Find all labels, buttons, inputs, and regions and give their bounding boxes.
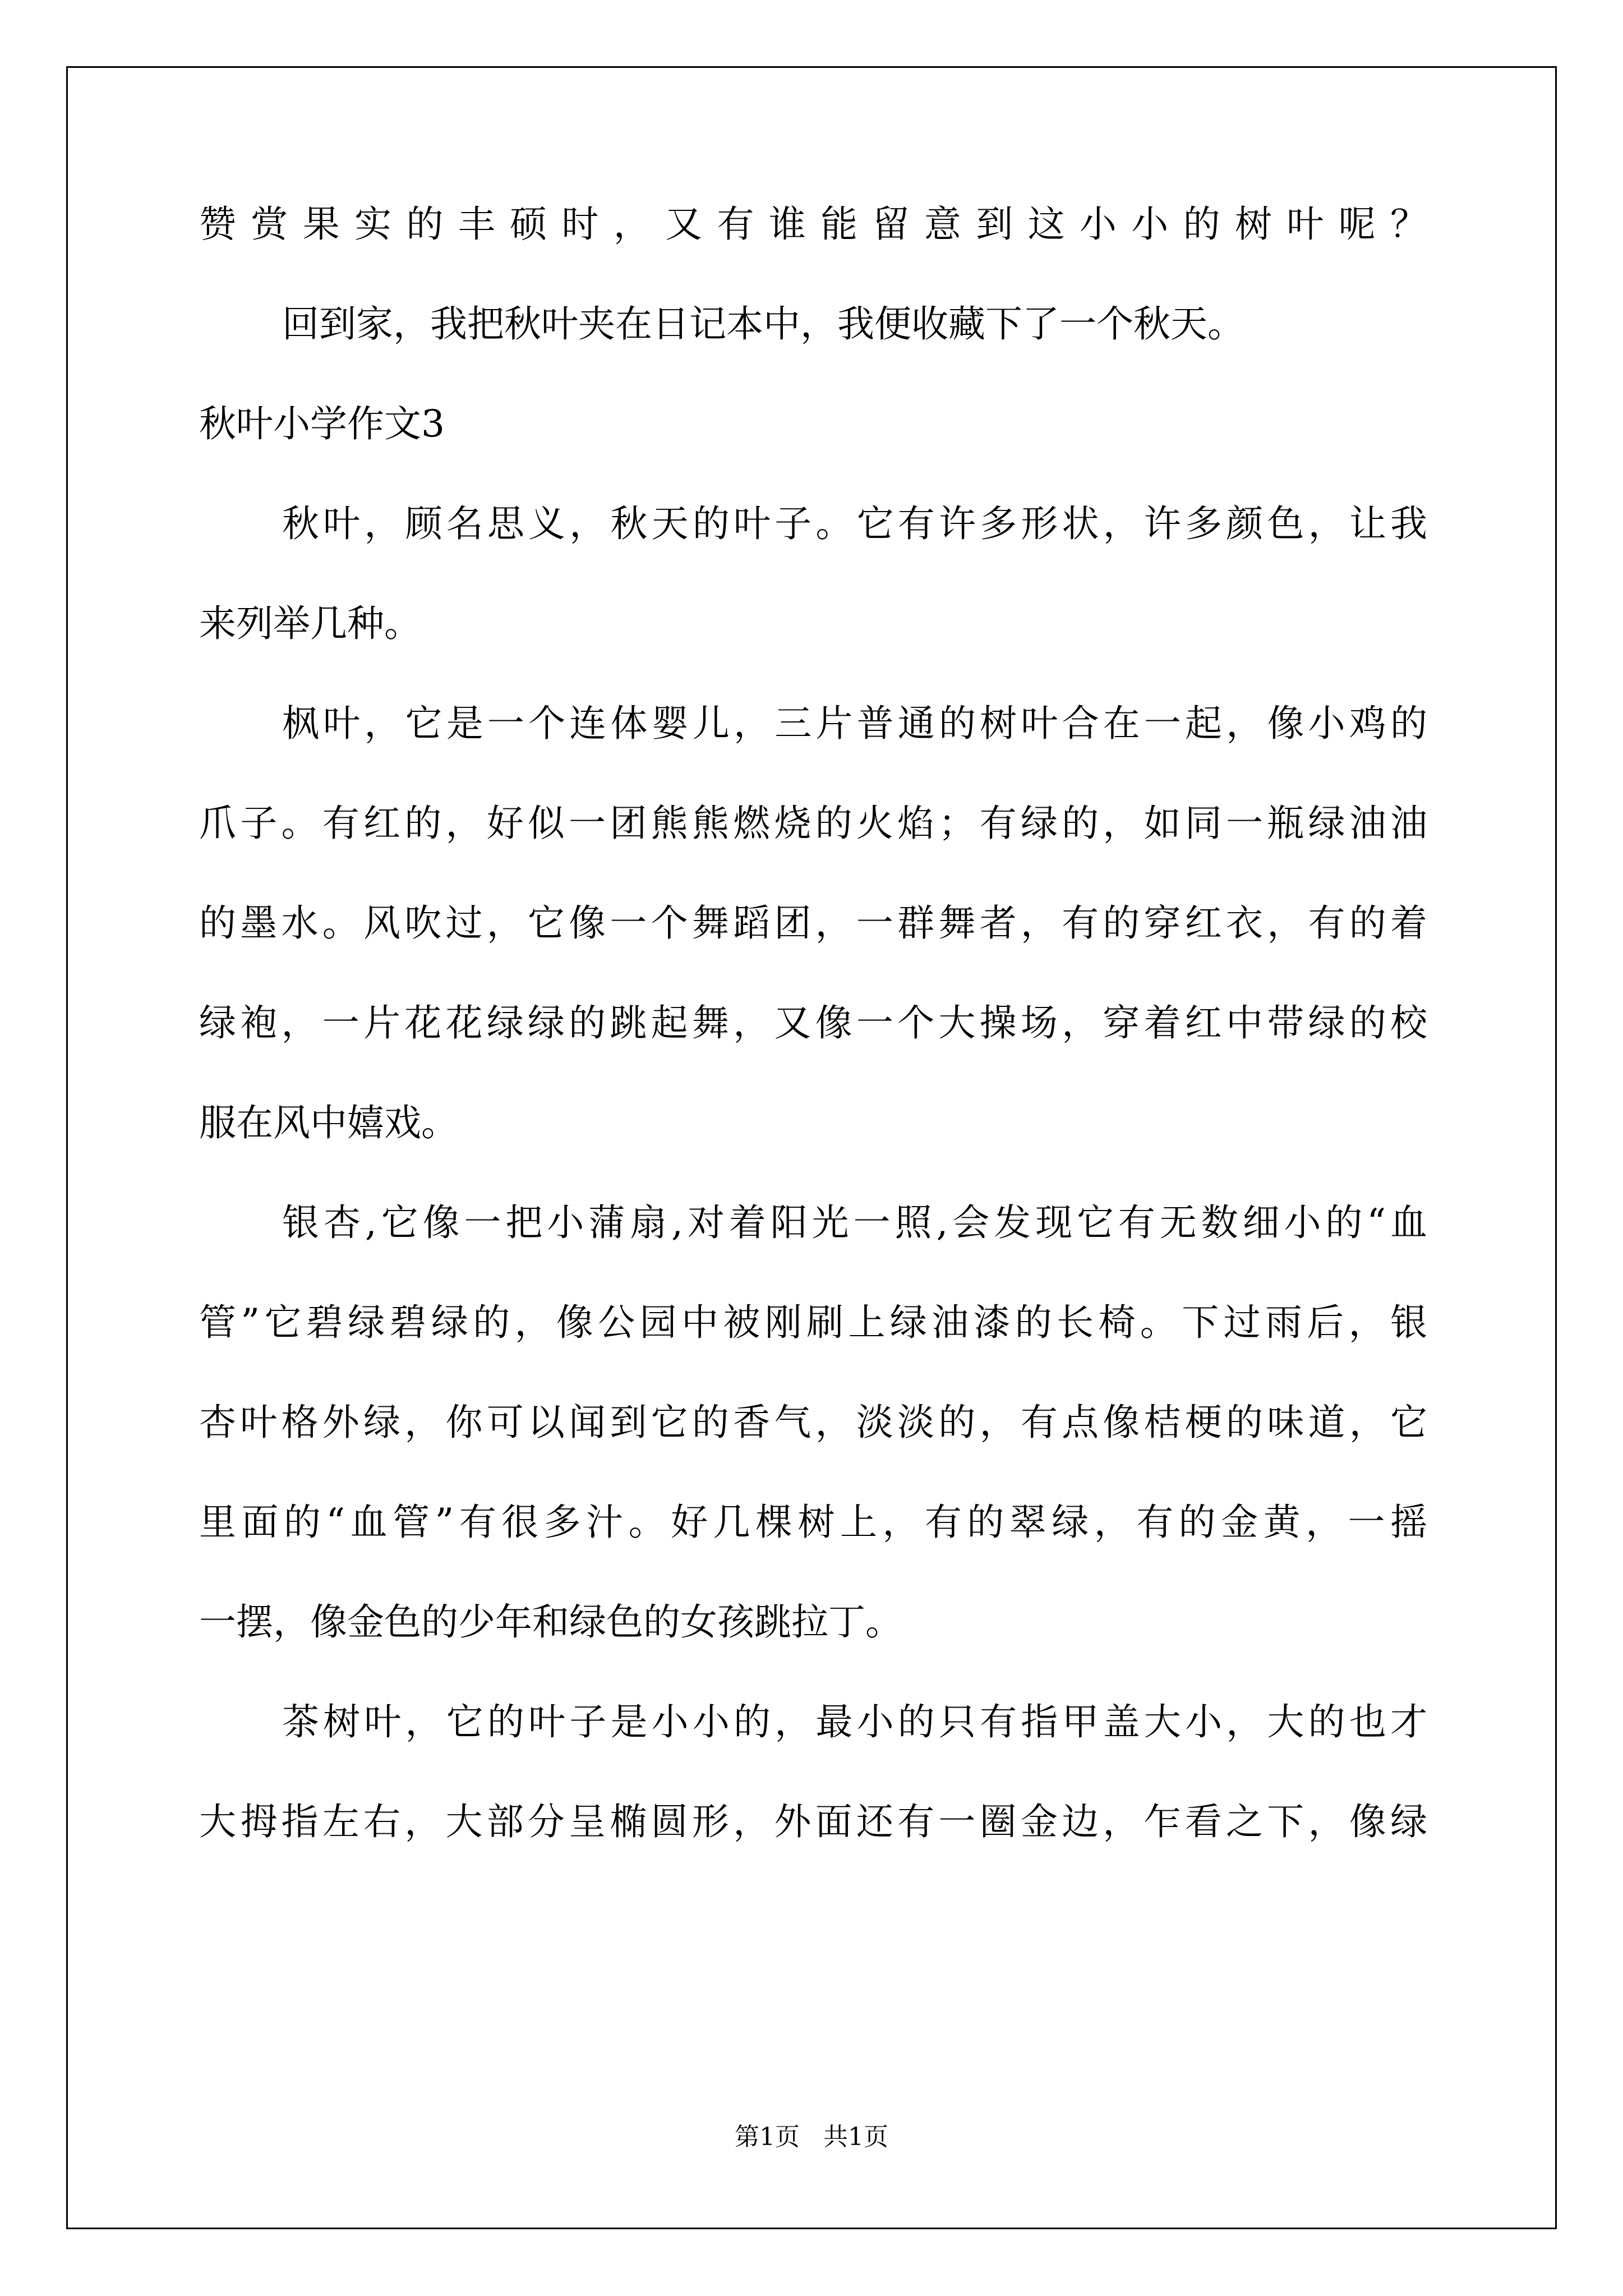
text-line: 的墨水。风吹过，它像一个舞蹈团，一群舞者，有的穿红衣，有的着 bbox=[199, 901, 1427, 945]
text-line: 绿袍，一片花花绿绿的跳起舞，又像一个大操场，穿着红中带绿的校 bbox=[199, 1001, 1427, 1045]
text-line: 枫叶，它是一个连体婴儿，三片普通的树叶合在一起，像小鸡的 bbox=[282, 702, 1427, 745]
section-heading: 秋叶小学作文3 bbox=[199, 402, 445, 445]
text-line: 秋叶，顾名思义，秋天的叶子。它有许多形状，许多颜色，让我 bbox=[282, 502, 1427, 545]
text-line: 来列举几种。 bbox=[199, 602, 421, 645]
page-frame bbox=[66, 66, 1557, 2229]
text-line: 里面的“血管”有很多汁。好几棵树上，有的翠绿，有的金黄，一摇 bbox=[199, 1501, 1427, 1544]
text-line: 大拇指左右，大部分呈椭圆形，外面还有一圈金边，乍看之下，像绿 bbox=[199, 1800, 1427, 1843]
text-line: 管”它碧绿碧绿的，像公园中被刚刷上绿油漆的长椅。下过雨后，银 bbox=[199, 1301, 1427, 1344]
text-line: 一摆，像金色的少年和绿色的女孩跳拉丁。 bbox=[199, 1600, 902, 1644]
page-number-footer: 第1页 共1页 bbox=[735, 2123, 888, 2151]
text-line: 银杏,它像一把小蒲扇,对着阳光一照,会发现它有无数细小的“血 bbox=[282, 1201, 1427, 1244]
text-line: 服在风中嬉戏。 bbox=[199, 1101, 458, 1144]
text-line: 茶树叶，它的叶子是小小的，最小的只有指甲盖大小，大的也才 bbox=[282, 1700, 1427, 1743]
text-line: 爪子。有红的，好似一团熊熊燃烧的火焰；有绿的，如同一瓶绿油油 bbox=[199, 802, 1427, 845]
text-line: 杏叶格外绿，你可以闻到它的香气，淡淡的，有点像桔梗的味道，它 bbox=[199, 1401, 1427, 1444]
text-line: 回到家，我把秋叶夹在日记本中，我便收藏下了一个秋天。 bbox=[282, 302, 1244, 346]
text-line: 赞赏果实的丰硕时，又有谁能留意到这小小的树叶呢？ bbox=[199, 203, 1427, 246]
